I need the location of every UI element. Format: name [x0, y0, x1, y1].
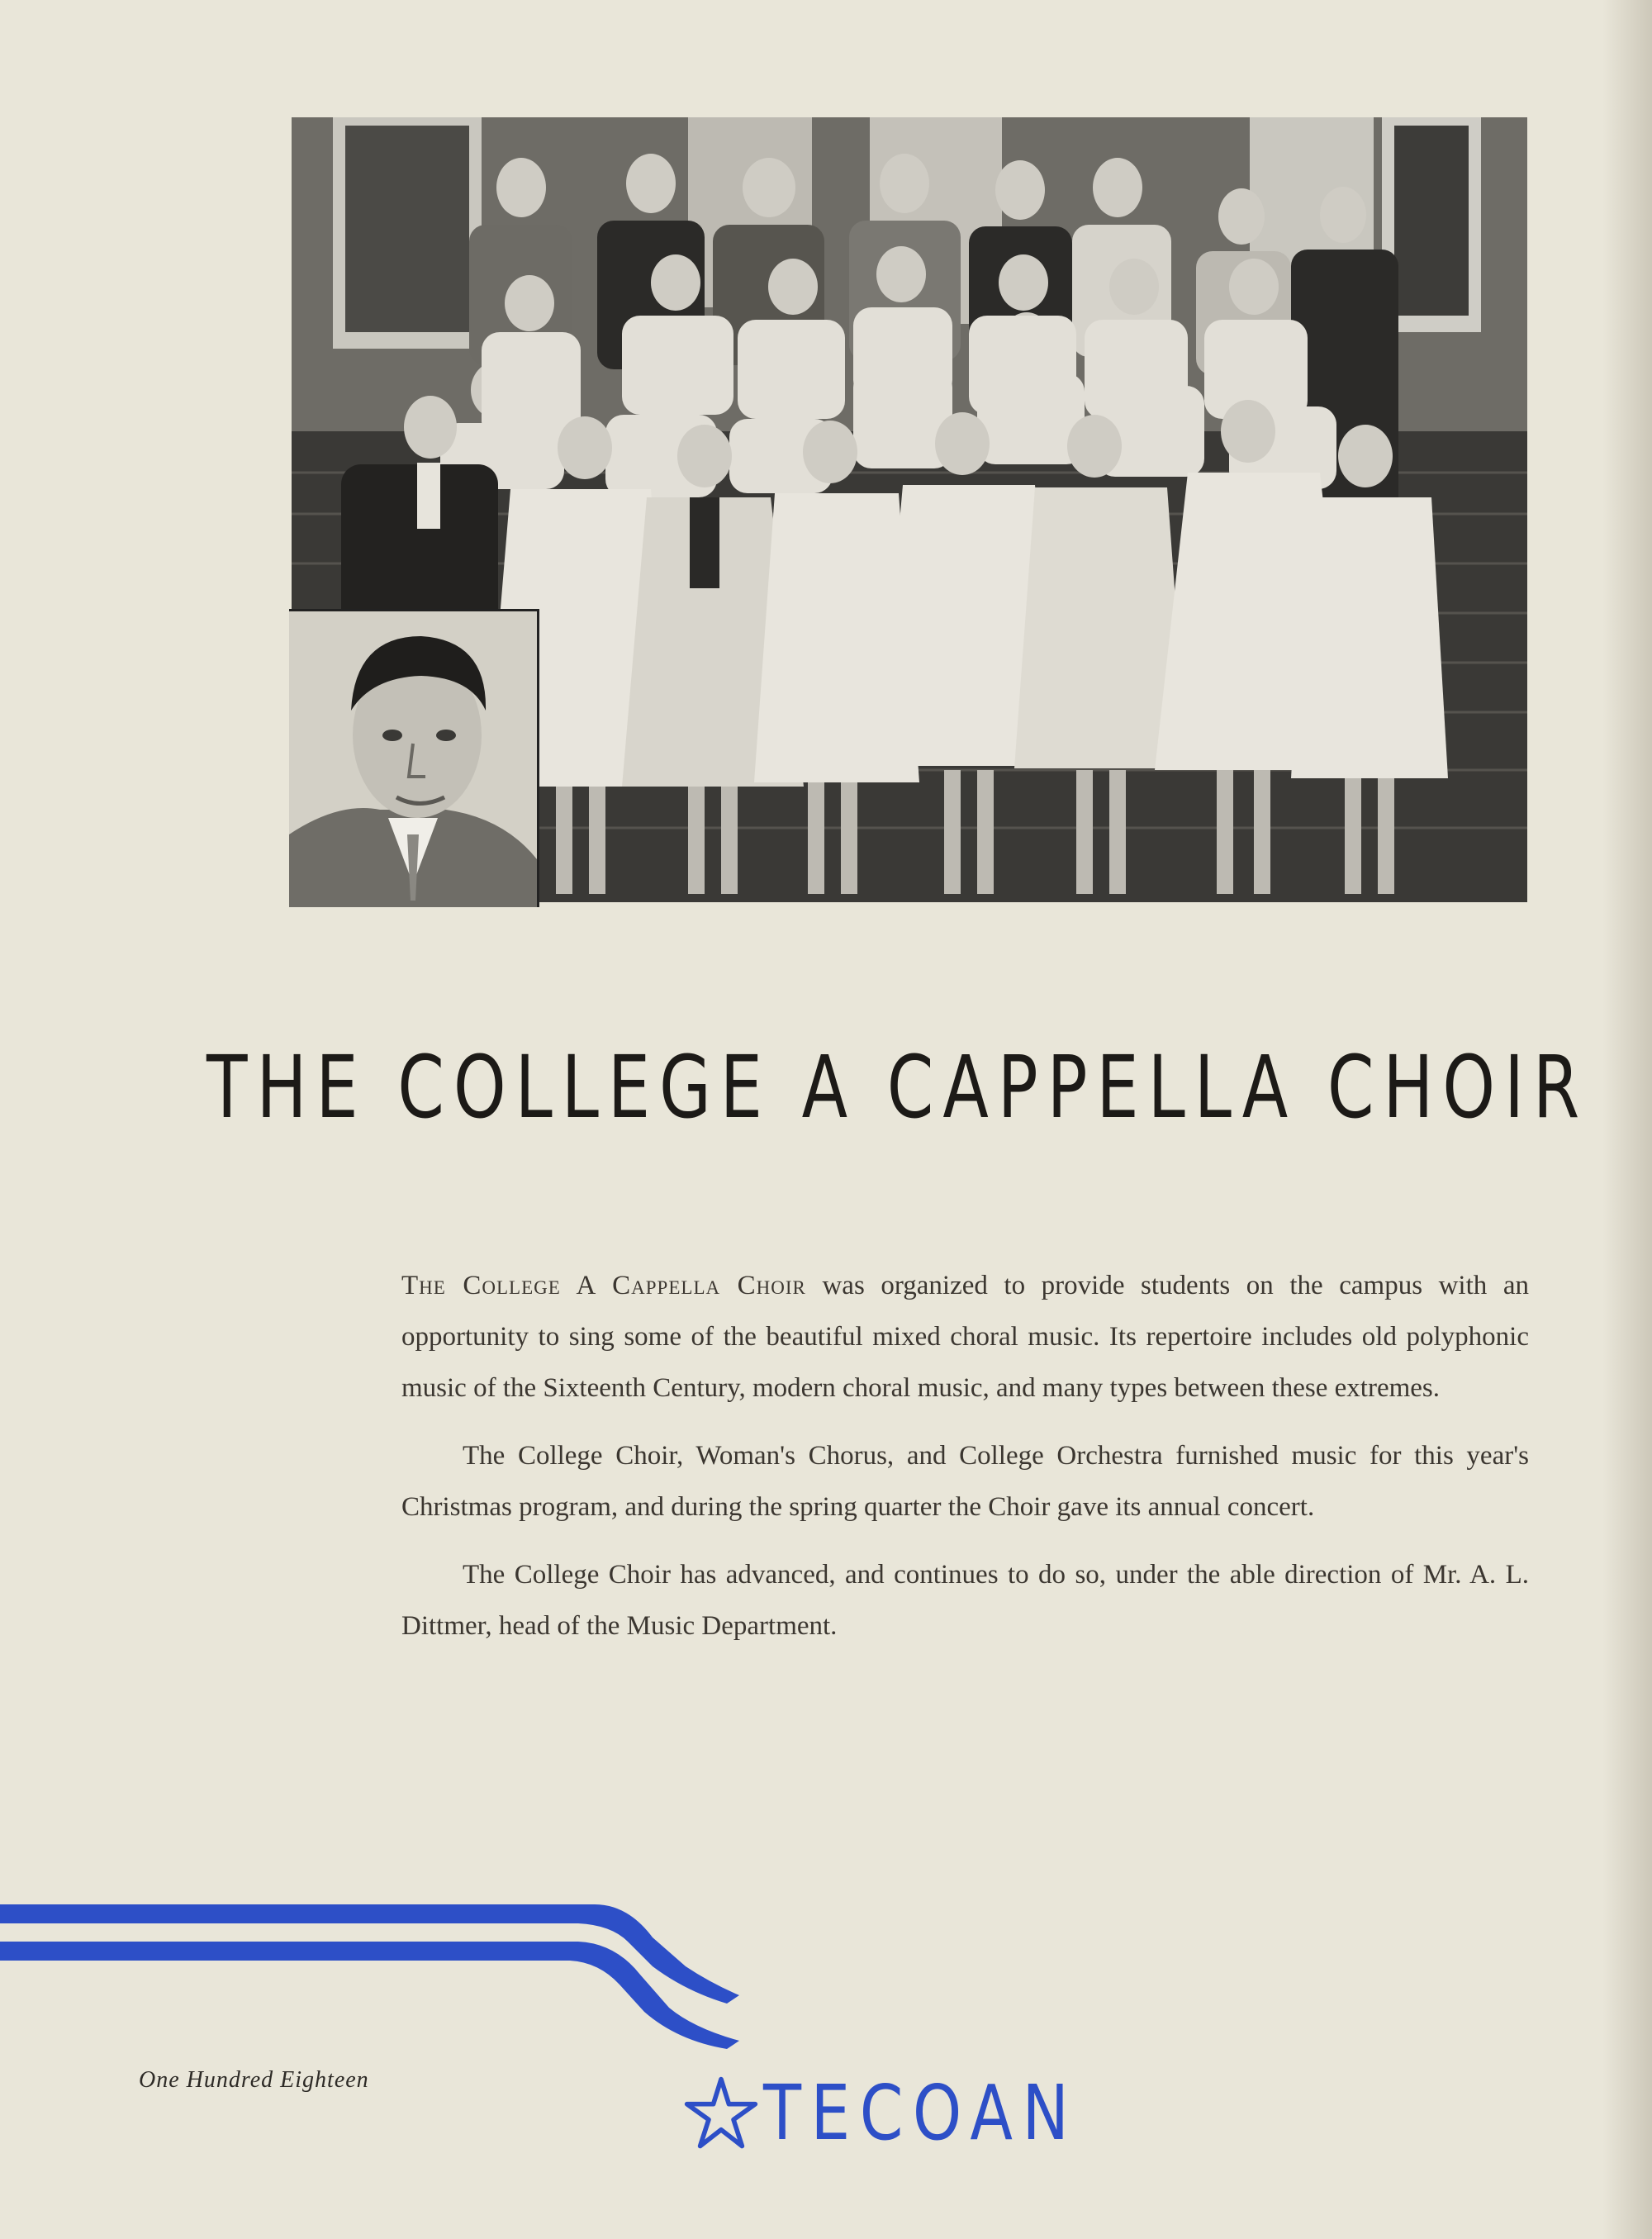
page-title: THE COLLEGE A CAPPELLA CHOIR [206, 1037, 1589, 1138]
page-edge-shadow [1602, 0, 1652, 2239]
paragraph-2: The College Choir, Woman's Chorus, and College Orchestra furnished music for this year's Christmas program, and during the spring quarter the Choir gave its annual concert. [401, 1441, 1529, 1522]
decorative-stripes [0, 1892, 760, 2049]
choir-name-lead: The College A Cappella Choir [401, 1271, 806, 1300]
paragraph-1 [401, 1260, 1529, 1414]
article-body [401, 1260, 1529, 1668]
director-portrait [289, 609, 539, 907]
star-icon [682, 2075, 760, 2152]
paragraph-1-text: was organized to provide students on the campus with an opportunity to sing some of the beautiful mixed choral music. Its repertoire includes old polyphonic music of the Sixteenth Century, modern choral music, and many types between these extremes. [401, 1271, 1529, 1403]
logo-text: TECOAN [763, 2069, 1079, 2157]
paragraph-3: The College Choir has advanced, and continues to do so, under the able direction of Mr. A. L. Dittmer, head of the Music Department. [401, 1560, 1529, 1641]
yearbook-logo [682, 2069, 1147, 2157]
page-number: One Hundred Eighteen [139, 2067, 369, 2093]
